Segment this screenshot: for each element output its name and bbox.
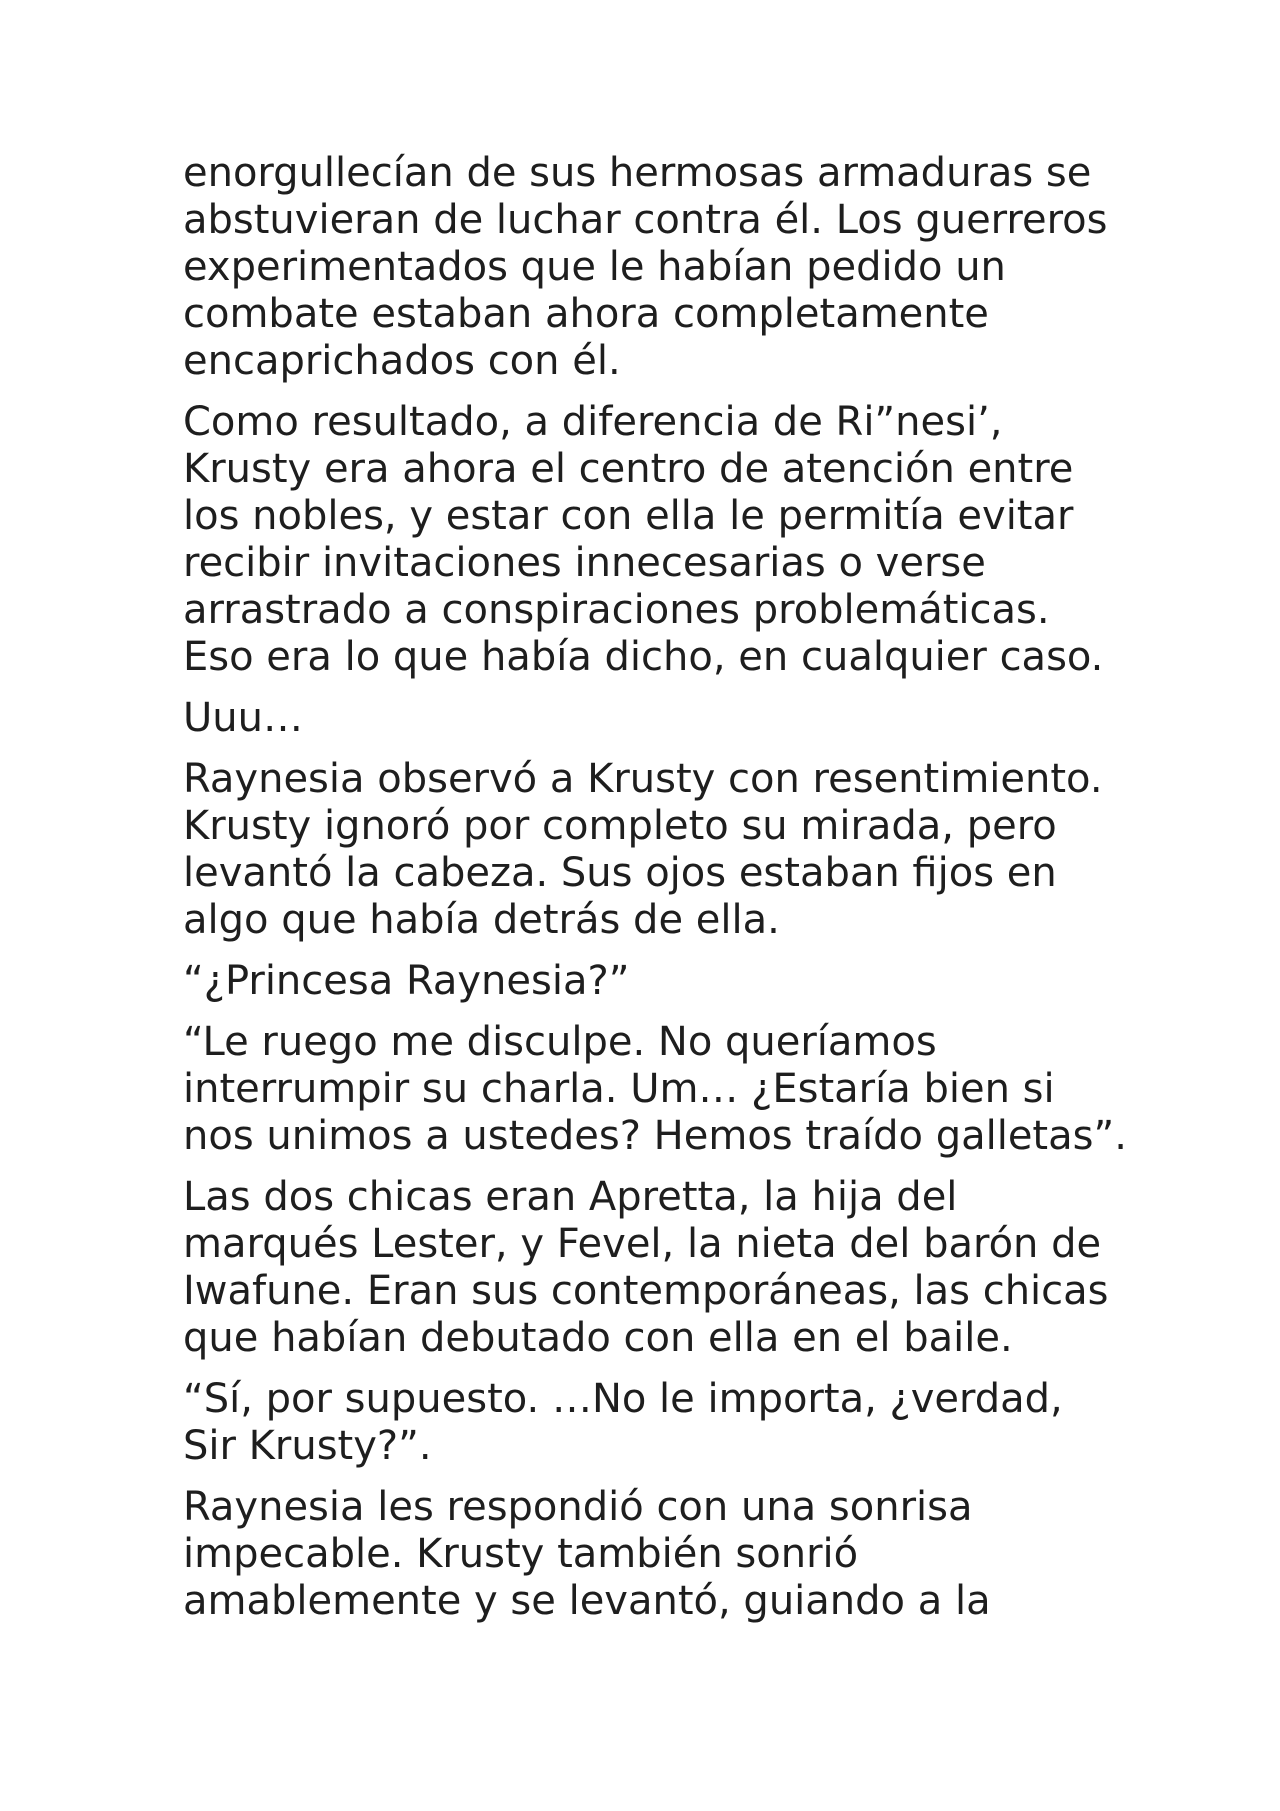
paragraph-5: [183, 958, 1183, 1005]
text-line: levantó la cabeza. Sus ojos estaban fijos en: [183, 850, 1057, 896]
text-line: Iwafune. Eran sus contemporáneas, las chicas: [183, 1268, 1109, 1314]
text-line: Raynesia observó a Krusty con resentimiento.: [183, 756, 1103, 802]
paragraph-7: [183, 1174, 1183, 1362]
text-line: marqués Lester, y Fevel, la nieta del barón de: [183, 1221, 1102, 1267]
text-line: arrastrado a conspiraciones problemáticas.: [183, 587, 1050, 633]
text-line: enorgullecían de sus hermosas armaduras se: [183, 150, 1092, 196]
paragraph-8: [183, 1376, 1183, 1470]
text-line: abstuvieran de luchar contra él. Los guerreros: [183, 197, 1108, 243]
paragraph-3: [183, 695, 1183, 742]
text-line: combate estaban ahora completamente: [183, 291, 989, 337]
text-line: experimentados que le habían pedido un: [183, 244, 1006, 290]
text-line: Raynesia les respondió con una sonrisa: [183, 1484, 973, 1530]
text-line: Eso era lo que había dicho, en cualquier caso.: [183, 634, 1104, 680]
text-line: Krusty ignoró por completo su mirada, pero: [183, 803, 1057, 849]
paragraph-4: [183, 756, 1183, 944]
text-line: Uuu…: [183, 695, 303, 741]
text-line: interrumpir su charla. Um… ¿Estaría bien si: [183, 1066, 1055, 1112]
text-line: encaprichados con él.: [183, 338, 621, 384]
text-line: recibir invitaciones innecesarias o verse: [183, 540, 986, 586]
text-line: que habían debutado con ella en el baile.: [183, 1315, 1013, 1361]
text-line: “¿Princesa Raynesia?”: [183, 958, 630, 1004]
text-line: Sir Krusty?”.: [183, 1423, 432, 1469]
text-line: nos unimos a ustedes? Hemos traído galletas”.: [183, 1113, 1127, 1159]
paragraph-1: [183, 150, 1183, 385]
text-line: “Le ruego me disculpe. No queríamos: [183, 1019, 937, 1065]
paragraph-9: [183, 1484, 1183, 1625]
text-line: algo que había detrás de ella.: [183, 897, 780, 943]
text-line: Las dos chicas eran Apretta, la hija del: [183, 1174, 958, 1220]
text-line: impecable. Krusty también sonrió: [183, 1531, 859, 1577]
text-line: los nobles, y estar con ella le permitía evitar: [183, 493, 1074, 539]
text-line: Como resultado, a diferencia de Ri”nesi’,: [183, 399, 1003, 445]
text-line: “Sí, por supuesto. …No le importa, ¿verdad,: [183, 1376, 1063, 1422]
text-line: amablemente y se levantó, guiando a la: [183, 1578, 991, 1624]
text-line: Krusty era ahora el centro de atención entre: [183, 446, 1074, 492]
paragraph-2: [183, 399, 1183, 681]
paragraph-6: [183, 1019, 1183, 1160]
text-column: [183, 150, 1183, 1639]
